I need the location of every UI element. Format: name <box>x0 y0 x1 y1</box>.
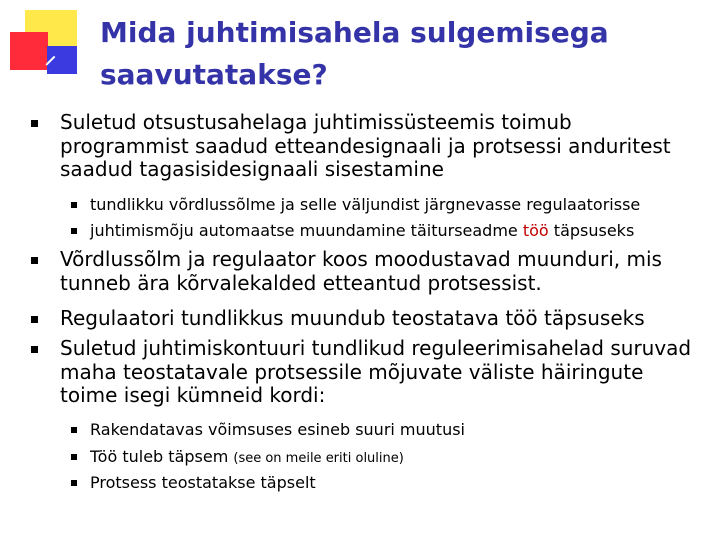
bullet-text: Rakendatavas võimsuses esineb suuri muutusi <box>90 420 465 439</box>
bullet-item <box>60 337 700 408</box>
sub-bullet-item <box>90 220 710 242</box>
bullet-text: juhtimismõju automaatse muundamine täiturseadme <box>90 221 523 240</box>
square-bullet-icon <box>31 120 38 127</box>
bullet-item <box>60 248 700 295</box>
square-bullet-icon <box>71 228 77 234</box>
bullet-item <box>60 111 700 182</box>
bullet-text: Suletud juhtimiskontuuri tundlikud reguleerimisahelad suruvad maha teostatavale protsessile mõjuvate väliste häiringute toime isegi kümneid kordi: <box>60 336 692 407</box>
square-bullet-icon <box>71 427 77 433</box>
bullet-text: Protsess teostatakse täpselt <box>90 473 316 492</box>
square-bullet-icon <box>71 480 77 486</box>
bullet-text: Regulaatori tundlikkus muundub teostatava töö täpsuseks <box>60 306 645 330</box>
square-bullet-icon <box>31 316 38 323</box>
bullet-text: täpsuseks <box>548 221 635 240</box>
square-bullet-icon <box>71 454 77 460</box>
bullet-item <box>60 307 700 331</box>
slide-logo <box>0 0 100 100</box>
bullet-text: Töö tuleb täpsem <box>90 447 234 466</box>
sub-bullet-item <box>90 194 710 216</box>
sub-bullet-item <box>90 446 710 470</box>
slide-title: Mida juhtimisahela sulgemisega saavutatakse? <box>100 16 609 91</box>
square-bullet-icon <box>71 202 77 208</box>
logo-red-square <box>10 32 48 70</box>
highlight-word: töö <box>522 221 549 240</box>
sub-bullet-item <box>90 472 710 494</box>
bullet-text: Võrdlussõlm ja regulaator koos moodustavad muunduri, mis tunneb ära kõrvalekalded etteantud protsessist. <box>60 247 662 295</box>
square-bullet-icon <box>31 346 38 353</box>
square-bullet-icon <box>31 257 38 264</box>
bullet-text: Suletud otsustusahelaga juhtimissüsteemis toimub programmist saadud etteandesignaali ja protsessi anduritest saadud tagasisidesignaali sisestamine <box>60 110 671 181</box>
bullet-text: tundlikku võrdlussõlme ja selle väljundist järgnevasse regulaatorisse <box>90 195 641 214</box>
bullet-note: (see on meile eriti oluline) <box>233 451 404 466</box>
sub-bullet-item <box>90 419 710 441</box>
